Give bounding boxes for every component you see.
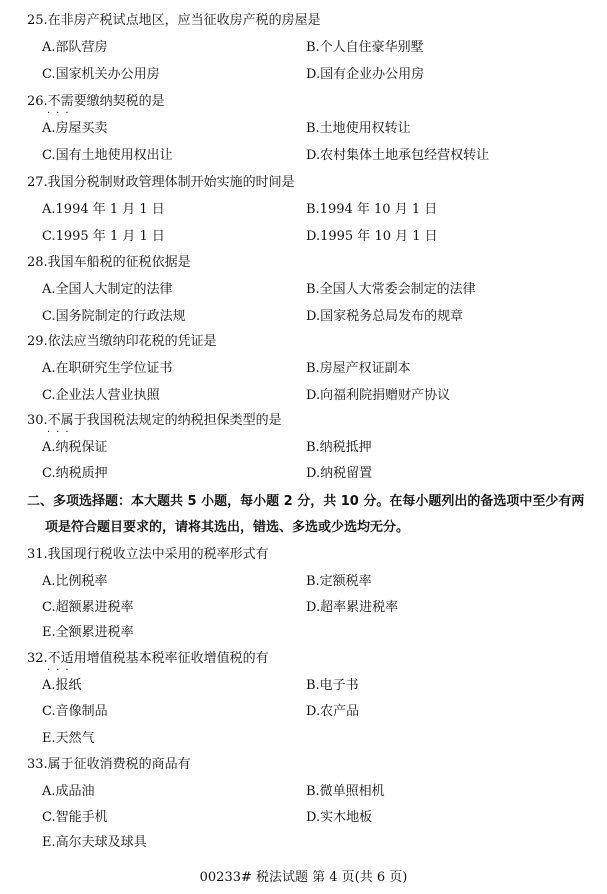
option-28-c: C.国务院制定的行政法规 — [42, 309, 186, 324]
section-2-heading: 二、多项选择题：本大题共 5 小题，每小题 2 分，共 10 分。在每小题列出的备选项中至少有两 — [27, 494, 585, 509]
option-25-a: A.部队营房 — [42, 40, 108, 55]
question-32: 32.不适用增值税基本税率征收增值税的有 — [27, 651, 269, 666]
question-31: 31.我国现行税收立法中采用的税率形式有 — [27, 547, 269, 562]
option-32-c: C.音像制品 — [42, 704, 108, 719]
option-31-b: B.定额税率 — [306, 574, 372, 589]
option-25-d: D.国有企业办公用房 — [306, 67, 425, 82]
option-30-c: C.纳税质押 — [42, 466, 108, 481]
emphasis-dots-32: ··· — [47, 665, 75, 676]
option-29-c: C.企业法人营业执照 — [42, 388, 160, 403]
question-26: 26.不需要缴纳契税的是 — [27, 94, 165, 109]
option-31-d: D.超率累进税率 — [306, 600, 399, 615]
option-32-e: E.天然气 — [42, 731, 95, 746]
option-30-b: B.纳税抵押 — [306, 440, 372, 455]
question-27: 27.我国分税制财政管理体制开始实施的时间是 — [27, 175, 295, 190]
question-33: 33.属于征收消费税的商品有 — [27, 757, 191, 772]
option-27-c: C.1995 年 1 月 1 日 — [42, 229, 165, 244]
option-29-b: B.房屋产权证副本 — [306, 361, 411, 376]
option-28-b: B.全国人大常委会制定的法律 — [306, 282, 476, 297]
option-26-a: A.房屋买卖 — [42, 121, 108, 136]
option-29-d: D.向福利院捐赠财产协议 — [306, 388, 451, 403]
option-27-a: A.1994 年 1 月 1 日 — [42, 202, 165, 217]
question-28: 28.我国车船税的征税依据是 — [27, 255, 191, 270]
option-33-c: C.智能手机 — [42, 810, 108, 825]
option-31-a: A.比例税率 — [42, 574, 108, 589]
option-32-b: B.电子书 — [306, 678, 359, 693]
option-31-c: C.超额累进税率 — [42, 600, 134, 615]
option-33-d: D.实木地板 — [306, 810, 373, 825]
emphasis-dots-26: ··· — [47, 108, 75, 119]
option-31-e: E.全额累进税率 — [42, 625, 134, 640]
option-26-d: D.农村集体土地承包经营权转让 — [306, 148, 490, 163]
option-26-b: B.土地使用权转让 — [306, 121, 411, 136]
option-32-a: A.报纸 — [42, 678, 82, 693]
option-28-a: A.全国人大制定的法律 — [42, 282, 173, 297]
option-33-e: E.高尔夫球及球具 — [42, 835, 147, 850]
option-30-a: A.纳税保证 — [42, 440, 108, 455]
option-30-d: D.纳税留置 — [306, 466, 373, 481]
option-25-b: B.个人自住豪华别墅 — [306, 40, 424, 55]
question-29: 29.依法应当缴纳印花税的凭证是 — [27, 334, 217, 349]
option-27-b: B.1994 年 10 月 1 日 — [306, 202, 438, 217]
option-26-c: C.国有土地使用权出让 — [42, 148, 173, 163]
emphasis-dots-30: ··· — [47, 427, 75, 438]
option-25-c: C.国家机关办公用房 — [42, 67, 160, 82]
option-27-d: D.1995 年 10 月 1 日 — [306, 229, 438, 244]
option-28-d: D.国家税务总局发布的规章 — [306, 309, 464, 324]
page-footer: 00233# 税法试题 第 4 页(共 6 页) — [199, 870, 408, 885]
option-29-a: A.在职研究生学位证书 — [42, 361, 173, 376]
question-30: 30.不属于我国税法规定的纳税担保类型的是 — [27, 413, 282, 428]
question-25: 25.在非房产税试点地区，应当征收房产税的房屋是 — [27, 13, 321, 28]
option-33-b: B.微单照相机 — [306, 784, 385, 799]
section-2-instructions: 项是符合题目要求的，请将其选出，错选、多选或少选均无分。 — [45, 520, 410, 535]
option-33-a: A.成品油 — [42, 784, 95, 799]
option-32-d: D.农产品 — [306, 704, 360, 719]
